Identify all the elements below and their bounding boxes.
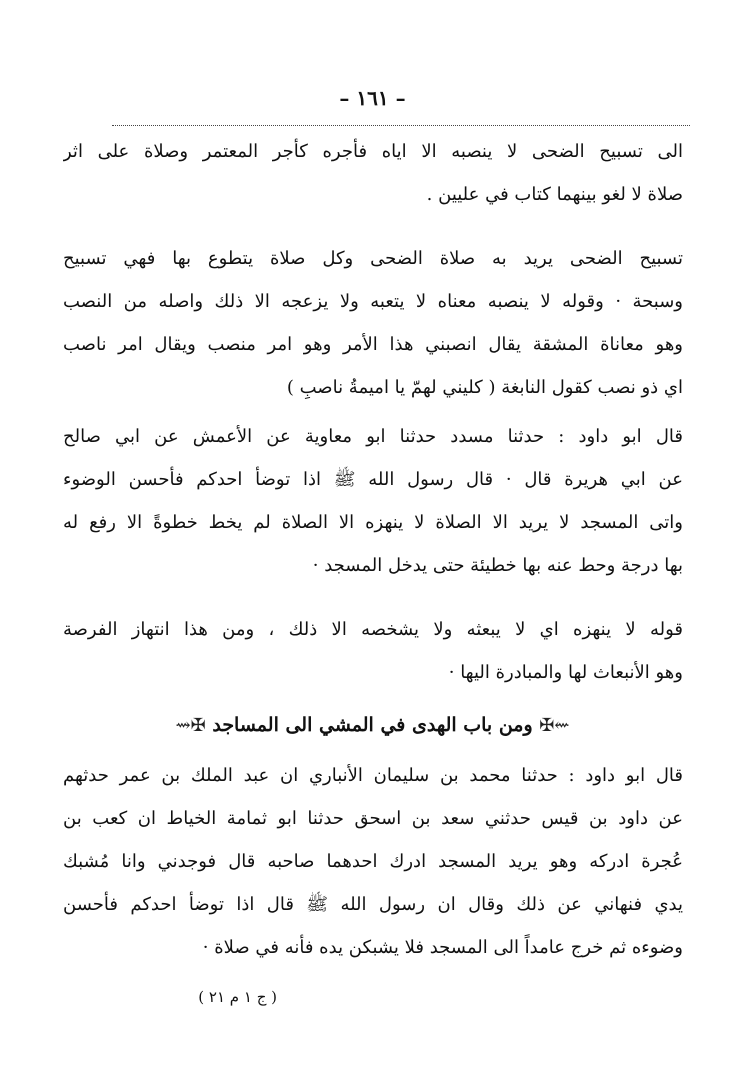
paragraph-2 — [63, 237, 683, 409]
ornament-right-icon: ⇜✠ — [539, 715, 570, 736]
text-line: وسبحة · وقوله لا ينصبه معناه لا يتعبه ولا يزعجه الا ذلك واصله من النصب — [63, 291, 683, 312]
text-line: يدي فنهاني عن ذلك وقال ان رسول الله ﷺ قال اذا توضأ احدكم فأحسن — [63, 894, 683, 915]
chapter-heading-text: ومن باب الهدى في المشي الى المساجد — [212, 714, 533, 736]
paragraph-3 — [63, 415, 683, 587]
text-line: وهو معاناة المشقة يقال انصبني هذا الأمر وهو امر منصب ويقال امر ناصب — [63, 334, 683, 355]
text-line: اي ذو نصب كقول النابغة ( كليني لهمّ يا اميمةُ ناصبِ ) — [286, 377, 683, 398]
text-line: عُجرة ادركه وهو يريد المسجد ادرك احدهما صاحبه قال فوجدني وانا مُشبك — [63, 851, 683, 872]
header-rule — [112, 125, 690, 126]
text-line: قال ابو داود : حدثنا محمد بن سليمان الأنباري ان عبد الملك بن عمر حدثهم — [63, 765, 683, 786]
text-line: صلاة لا لغو بينهما كتاب في عليين . — [426, 184, 683, 205]
text-line: وضوءه ثم خرج عامداً الى المسجد فلا يشبكن يده فأنه في صلاة · — [202, 937, 683, 958]
text-line: قوله لا ينهزه اي لا يبعثه ولا يشخصه الا ذلك ، ومن هذا انتهاز الفرصة — [63, 619, 683, 640]
paragraph-4 — [63, 608, 683, 694]
paragraph-1 — [63, 130, 683, 216]
text-line: بها درجة وحط عنه بها خطيئة حتى يدخل المسجد · — [312, 555, 683, 576]
signature-mark: ( ج ١ م ٢١ ) — [198, 988, 277, 1006]
ornament-left-icon: ✠⇝ — [175, 715, 206, 736]
text-line: عن ابي هريرة قال · قال رسول الله ﷺ اذا توضأ احدكم فأحسن الوضوء — [63, 469, 683, 490]
page-number: – ١٦١ – — [339, 86, 406, 110]
text-line: عن داود بن قيس حدثني سعد بن اسحق حدثنا ابو ثمامة الخياط ان كعب بن — [63, 808, 683, 829]
chapter-heading — [0, 705, 745, 745]
text-line: وهو الأنبعاث لها والمبادرة اليها · — [448, 662, 683, 683]
text-line: الى تسبيح الضحى لا ينصبه الا اياه فأجره كأجر المعتمر وصلاة على اثر — [63, 141, 683, 162]
text-line: تسبيح الضحى يريد به صلاة الضحى وكل صلاة يتطوع بها فهي تسبيح — [63, 248, 683, 269]
paragraph-5 — [63, 754, 683, 969]
text-line: قال ابو داود : حدثنا مسدد حدثنا ابو معاوية عن الأعمش عن ابي صالح — [63, 426, 683, 447]
text-line: واتى المسجد لا يريد الا الصلاة لا ينهزه الا الصلاة لم يخط خطوةً الا رفع له — [63, 512, 683, 533]
